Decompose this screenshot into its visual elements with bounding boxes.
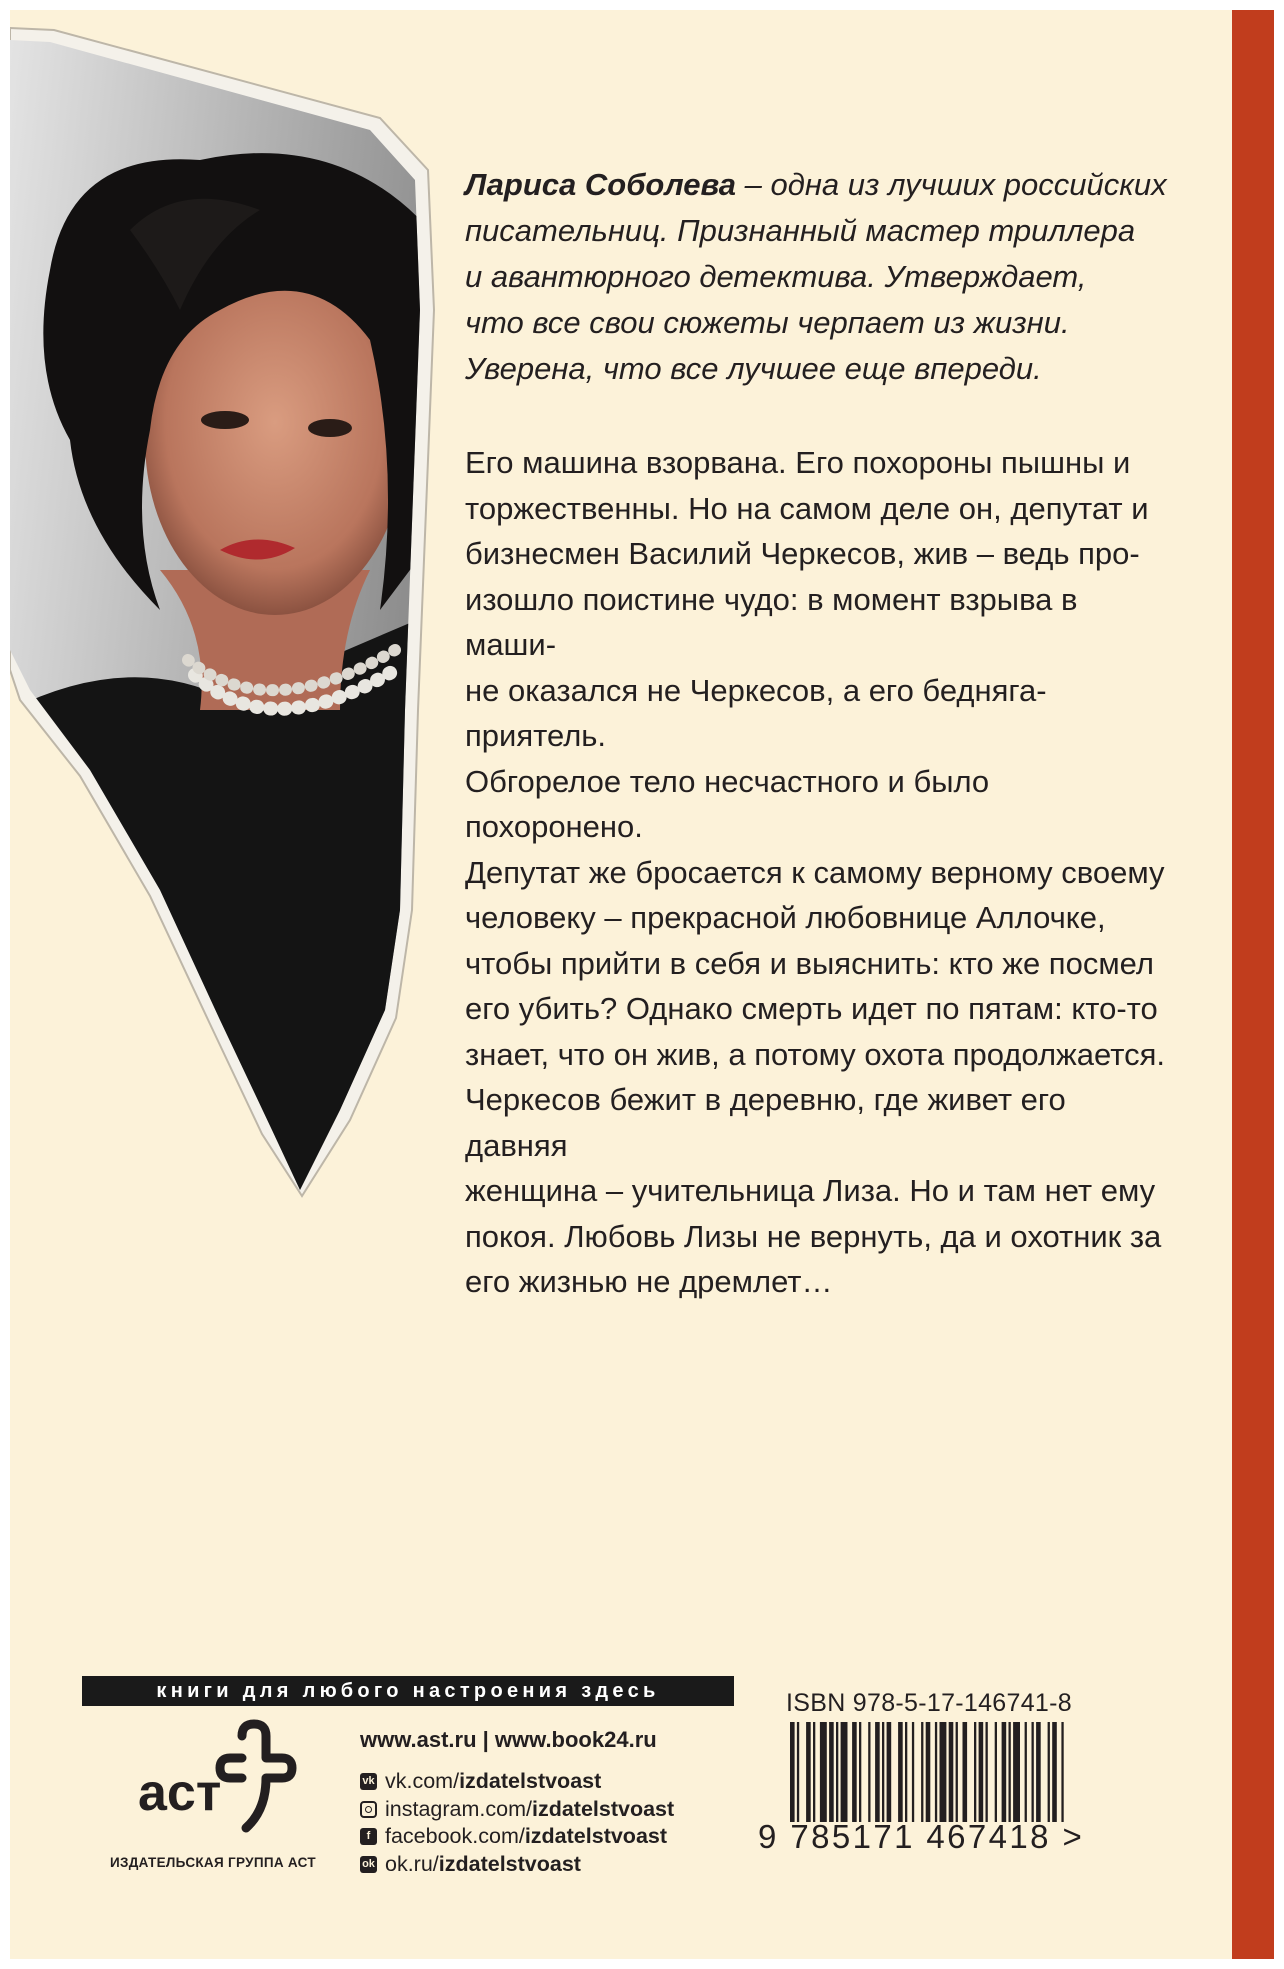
barcode-bar — [912, 1722, 914, 1822]
barcode-bar — [940, 1722, 947, 1822]
barcode-bar — [859, 1722, 861, 1822]
author-bio-line-5: Уверена, что все лучшее еще впереди. — [465, 351, 1042, 386]
barcode-bar — [926, 1722, 931, 1822]
ast-logo — [130, 1718, 300, 1838]
barcode-bar — [836, 1722, 838, 1822]
author-bio — [465, 162, 1185, 392]
barcode-bar — [1013, 1722, 1020, 1822]
annotation-line: знает, что он жив, а потому охота продолжается. — [465, 1036, 1165, 1072]
barcode-bar — [986, 1722, 988, 1822]
barcode-bar — [868, 1722, 870, 1822]
author-name: Лариса Соболева — [465, 167, 737, 202]
annotation-line: не оказался не Черкесов, а его бедняга-приятель. — [465, 672, 1047, 753]
barcode-bar — [813, 1722, 815, 1822]
barcode-bar — [1002, 1722, 1007, 1822]
barcode-bar — [806, 1722, 811, 1822]
odnoklassniki-icon: ok — [360, 1856, 377, 1873]
annotation-line: бизнесмен Василий Черкесов, жив – ведь про- — [465, 536, 1140, 571]
barcode-bar — [852, 1722, 857, 1822]
barcode-bar — [935, 1722, 937, 1822]
barcode-bar — [963, 1722, 968, 1822]
barcode-bar — [1048, 1722, 1050, 1822]
isbn-barcode — [790, 1722, 1125, 1822]
author-bio-line-3: и авантюрного детектива. Утверждает, — [465, 259, 1087, 294]
author-bio-line-2: писательниц. Признанный мастер триллера — [465, 213, 1136, 248]
barcode-bar — [898, 1722, 903, 1822]
instagram-icon — [360, 1801, 377, 1818]
barcode-bar — [882, 1722, 884, 1822]
social-link-odnoklassniki[interactable]: ok ok.ru/ izdatelstvoast — [360, 1851, 674, 1879]
annotation-line: чтобы прийти в себя и выяснить: кто же посмел — [465, 945, 1154, 981]
social-link-instagram[interactable]: instagram.com/ izdatelstvoast — [360, 1796, 674, 1824]
book-spine — [1232, 10, 1274, 1959]
barcode-bar — [1052, 1722, 1057, 1822]
author-bio-line-4: что все свои сюжеты черпает из жизни. — [465, 305, 1070, 340]
annotation-line: его жизнью не дремлет… — [465, 1264, 833, 1299]
barcode-bar — [949, 1722, 954, 1822]
publisher-name: ИЗДАТЕЛЬСКАЯ ГРУППА АСТ — [110, 1855, 316, 1870]
barcode-bar — [790, 1722, 795, 1822]
barcode-bar — [1036, 1722, 1041, 1822]
annotation-line: покоя. Любовь Лизы не вернуть, да и охотник за — [465, 1218, 1162, 1254]
book-annotation — [465, 440, 1165, 1305]
annotation-line: Его машина взорвана. Его похороны пышны и — [465, 445, 1131, 480]
social-link-facebook[interactable]: f facebook.com/ izdatelstvoast — [360, 1823, 674, 1851]
facebook-icon: f — [360, 1828, 377, 1845]
barcode-bar — [1061, 1722, 1063, 1822]
isbn-label: ISBN 978-5-17-146741-8 — [786, 1689, 1072, 1717]
annotation-line: его убить? Однако смерть идет по пятам: кто-то — [465, 991, 1158, 1026]
vk-icon: vk — [360, 1773, 377, 1790]
barcode-bar — [1025, 1722, 1027, 1822]
barcode-bar — [956, 1722, 958, 1822]
annotation-line: Черкесов бежит в деревню, где живет его давняя — [465, 1082, 1066, 1163]
annotation-line: торжественны. Но на самом деле он, депутат и — [465, 490, 1149, 526]
barcode-bar — [974, 1722, 976, 1822]
annotation-line: женщина – учительница Лиза. Но и там нет ему — [465, 1173, 1156, 1208]
logo-text: аст — [138, 1764, 222, 1822]
barcode-bar — [1032, 1722, 1034, 1822]
barcode-bar — [829, 1722, 834, 1822]
barcode-digits: 9 785171 467418 > — [758, 1818, 1085, 1855]
author-bio-line-1: Лариса Соболева – одна из лучших российских — [465, 167, 1167, 202]
publisher-websites[interactable]: www.ast.ru | www.book24.ru — [360, 1727, 657, 1752]
barcode-bar — [820, 1722, 827, 1822]
barcode-bar — [995, 1722, 997, 1822]
annotation-line: Депутат же бросается к самому верному своему — [465, 854, 1165, 890]
barcode-bar — [921, 1722, 923, 1822]
barcode-bar — [905, 1722, 907, 1822]
barcode-bar — [797, 1722, 799, 1822]
barcode-bar — [887, 1722, 892, 1822]
book-back-cover — [10, 10, 1232, 1959]
social-links — [360, 1768, 674, 1878]
barcode-bar — [1009, 1722, 1011, 1822]
publisher-tagline: книги для любого настроения здесь — [82, 1676, 734, 1706]
annotation-line: изошло поистине чудо: в момент взрыва в маши- — [465, 581, 1078, 662]
barcode-bar — [979, 1722, 984, 1822]
barcode-bar — [841, 1722, 848, 1822]
annotation-line: Обгорелое тело несчастного и было похоронено. — [465, 763, 990, 844]
social-link-vk[interactable]: vk vk.com/ izdatelstvoast — [360, 1768, 674, 1796]
barcode-bar — [875, 1722, 880, 1822]
annotation-line: человеку – прекрасной любовнице Аллочке, — [465, 900, 1106, 935]
author-photo — [10, 10, 440, 1200]
